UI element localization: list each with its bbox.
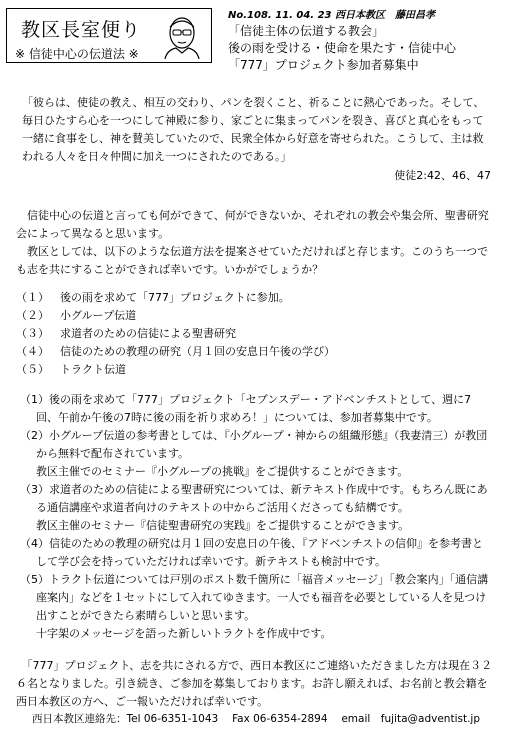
detail-item-5: （5）トラクト伝道については戸別のポスト数千箇所に「福音メッセージ」「教会案内」「通信講座案内」などを１セットにして入れてゆきます。一人でも福音を必要としている人を見つけ出すことができたら素晴らしいと思います。 — [20, 573, 489, 622]
portrait-icon — [159, 13, 205, 59]
list-item: （５） トラクト伝道 — [16, 363, 126, 376]
list-item: （４） 信徒のための教理の研究（月１回の安息日午後の学び） — [16, 345, 335, 358]
details-section — [20, 391, 493, 643]
detail-item-5-note: 十字架のメッセージを語った新しいトラクトを作成中です。 — [36, 627, 332, 640]
intro-paragraph-2: 教区としては、以下のような伝道方法を提案させていただければと存じます。このうち一つでも志を共にすることができれば幸いです。いかがでしょうか？ — [16, 245, 489, 276]
methods-list — [16, 289, 335, 379]
title-box — [6, 8, 212, 63]
detail-item-3-note: 教区主催のセミナー『信徒聖書研究の実践』をご提供することができます。 — [36, 519, 410, 532]
closing-paragraph: 「777」プロジェクト、志を共にされる方で、西日本教区にご連絡いただきました方は現在３２６名となりました。引き続き、ご参加を募集しております。お許し願えれば、お名前と教会籍を西日本教区の方へ、ご一報いただければ幸いです。 — [16, 659, 493, 708]
scripture-reference: 使徒2:42、46、47 — [394, 169, 491, 182]
list-item: （１） 後の雨を求めて「777」プロジェクトに参加。 — [16, 291, 290, 304]
headline-1: 「信徒主体の伝道する教会」 — [228, 24, 385, 38]
newsletter-title: 教区長室便り — [21, 19, 142, 41]
intro-paragraph-1: 信徒中心の伝道と言っても何ができて、何ができないか、それぞれの教会や集会所、聖書研究会によって異なると思います。 — [16, 209, 489, 240]
detail-item-1: （1）後の雨を求めて「777」プロジェクト「セブンスデー・アドベンチストとして、週に7回、午前か午後の7時に後の雨を祈り求めろ！」については、参加者募集中です。 — [20, 393, 472, 424]
detail-item-2: （2）小グループ伝道の参考書としては、『小グループ・神からの組織形態』（我妻清三）が教団から無料で配布されています。 — [20, 429, 488, 460]
scripture-quote: 「彼らは、使徒の教え、相互の交わり、パンを裂くこと、祈ることに熱心であった。そして、毎日ひたすら心を一つにして神殿に参り、家ごとに集まってパンを裂き、喜びと真心をもって一緒に食事をし、神を賛美していたので、民衆全体から好意を寄せられた。こうして、主は救われる人々を日々仲間に加え一つにされたのである。」 — [22, 96, 485, 163]
headline-2: 後の雨を受ける・使命を果たす・信徒中心 — [228, 41, 457, 55]
detail-item-3: （3）求道者のための信徒による聖書研究については、新テキスト作成中です。もちろん既にある通信講座や求道者向けのテキストの中からご活用くださっても結構です。 — [20, 483, 488, 514]
contact-line: 西日本教区連絡先：Tel 06-6351-1043 Fax 06-6354-2894 email fujita@adventist.jp — [32, 713, 481, 725]
newsletter-subtitle: ※ 信徒中心の伝道法 ※ — [15, 47, 139, 61]
list-item: （３） 求道者のための信徒による聖書研究 — [16, 327, 236, 340]
detail-item-4: （4）信徒のための教理の研究は月１回の安息日の午後、『アドベンチストの信仰』を参考書として学び会を持っていただければ幸いです。新テキストも検討中です。 — [20, 537, 484, 568]
issue-line: No.108. 11. 04. 23 西日本教区 藤田昌孝 — [228, 10, 435, 21]
list-item: （２） 小グループ伝道 — [16, 309, 137, 322]
detail-item-2-note: 教区主催でのセミナー『小グループの挑戦』をご提供することができます。 — [36, 465, 409, 478]
headline-3: 「777」プロジェクト参加者募集中 — [228, 58, 419, 72]
